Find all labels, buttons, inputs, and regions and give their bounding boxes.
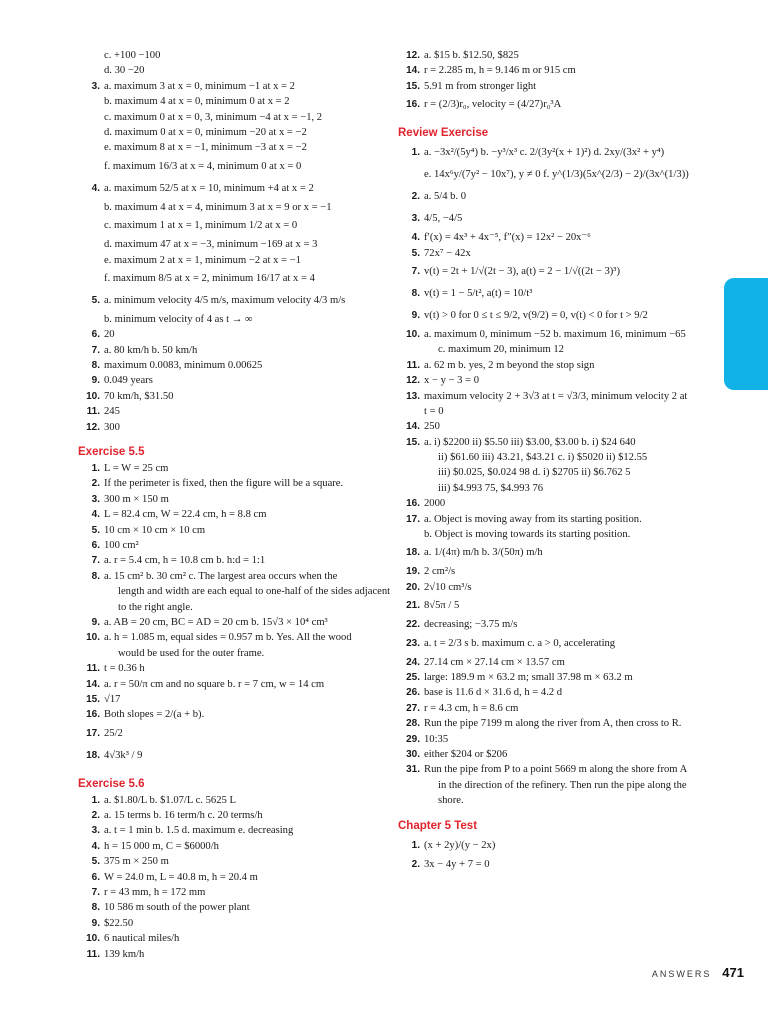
answer-line (398, 481, 716, 496)
answer-number: 1. (411, 147, 420, 159)
answer-text: maximum 0.0083, minimum 0.00625 (104, 360, 263, 372)
answer-number: 3. (91, 80, 100, 92)
answer-number: 2. (411, 191, 420, 203)
answer-line (398, 685, 716, 700)
answer-text: 300 (104, 421, 120, 433)
answer-text: a. r = 50/π cm and no square b. r = 7 cm, w = 14 cm (104, 678, 325, 690)
answer-text: a. Object is moving away from its starting position. (424, 513, 642, 525)
answer-number: 2. (91, 810, 100, 822)
answer-line (398, 670, 716, 685)
answer-number: 18. (86, 749, 100, 761)
answer-text: b. Object is moving towards its starting position. (424, 529, 631, 541)
answer-line (78, 931, 378, 946)
answer-line (78, 237, 378, 252)
answer-number: 24. (406, 656, 420, 668)
answer-line (78, 808, 378, 823)
answer-number: 28. (406, 718, 420, 730)
answer-number: 1. (91, 463, 100, 475)
answer-line (78, 854, 378, 869)
answer-text: a. maximum 52/5 at x = 10, minimum +4 at x = 2 (104, 182, 314, 194)
answer-number: 6. (91, 329, 100, 341)
answer-line (78, 553, 378, 568)
answer-line (78, 600, 378, 615)
answer-line (398, 94, 716, 116)
answer-number: 15. (406, 436, 420, 448)
answer-text: $22.50 (104, 917, 134, 929)
answer-text: 300 m × 150 m (104, 493, 169, 505)
answer-number: 3. (91, 493, 100, 505)
answer-line (398, 762, 716, 777)
answer-line (78, 692, 378, 707)
answer-line (78, 492, 378, 507)
answer-line (398, 701, 716, 716)
answer-text: f. maximum 16/3 at x = 4, minimum 0 at x = 0 (104, 160, 302, 172)
answer-line (398, 164, 716, 186)
answer-text: 70 km/h, $31.50 (104, 390, 174, 402)
answer-line (398, 835, 716, 857)
answer-text: f. maximum 8/5 at x = 2, minimum 16/17 at x = 4 (104, 272, 315, 284)
answer-text: a. maximum 0, minimum −52 b. maximum 16, minimum −65 (424, 328, 686, 340)
answer-line (398, 496, 716, 511)
answer-text: 4/5, −4/5 (424, 213, 463, 225)
answer-line (78, 253, 378, 268)
answer-text: length and width are each equal to one-half of the sides adjacent (118, 586, 391, 598)
answer-number: 12. (406, 375, 420, 387)
answer-text: 100 cm² (104, 539, 139, 551)
answer-line (78, 723, 378, 745)
answer-text: a. 1/(4π) m/h b. 3/(50π) m/h (424, 547, 543, 559)
answer-number: 7. (91, 344, 100, 356)
answer-line (398, 564, 716, 579)
answer-text: a. AB = 20 cm, BC = AD = 20 cm b. 15√3 × 10⁴ cm³ (104, 616, 328, 628)
answer-text: x − y − 3 = 0 (424, 375, 480, 387)
answer-line (78, 461, 378, 476)
answer-text: shore. (438, 795, 464, 807)
answer-number: 16. (406, 498, 420, 510)
answer-line (398, 63, 716, 78)
answer-text: 0.049 years (104, 375, 153, 387)
answer-number: 15. (406, 80, 420, 92)
answer-text: v(t) > 0 for 0 ≤ t ≤ 9/2, v(9/2) = 0, v(t) < 0 for t > 9/2 (424, 309, 648, 321)
answer-text: 5.91 m from stronger light (424, 80, 537, 92)
answer-text: 72x⁷ − 42x (424, 247, 471, 259)
answer-text: b. maximum 4 at x = 0, minimum 0 at x = 2 (104, 96, 290, 108)
answer-line (78, 94, 378, 109)
answer-number: 22. (406, 619, 420, 631)
answer-line (398, 595, 716, 617)
answer-number: 11. (86, 406, 100, 418)
answer-line (398, 778, 716, 793)
answer-text: r = 4.3 cm, h = 8.6 cm (424, 702, 519, 714)
page-footer (652, 964, 744, 982)
answer-line (398, 208, 716, 230)
answer-line (78, 569, 378, 584)
right-answer-column (398, 48, 716, 872)
answer-text: either $204 or $206 (424, 748, 508, 760)
answer-number: 3. (91, 825, 100, 837)
answer-number: 4. (91, 840, 100, 852)
answer-number: 10. (86, 933, 100, 945)
answer-number: 18. (406, 547, 420, 559)
answer-line (398, 305, 716, 327)
answer-text: 375 m × 250 m (104, 856, 169, 868)
answer-number: 8. (91, 902, 100, 914)
answer-text: Both slopes = 2/(a + b). (104, 709, 205, 721)
answer-line (398, 617, 716, 632)
answer-number: 10. (406, 328, 420, 340)
answer-text: 4√3k³ / 9 (104, 749, 143, 761)
left-answer-column (78, 48, 391, 962)
answer-text: Run the pipe from P to a point 5669 m along the shore from A (424, 764, 688, 776)
answer-text: a. r = 5.4 cm, h = 10.8 cm b. h:d = 1:1 (104, 555, 266, 567)
answer-text: (x + 2y)/(y − 2x) (424, 839, 496, 851)
answer-number: 12. (406, 50, 420, 61)
answer-text: a. $1.80/L b. $1.07/L c. 5625 L (104, 794, 236, 806)
answer-number: 7. (411, 265, 420, 277)
answer-line (398, 435, 716, 450)
answer-line (78, 79, 378, 94)
answer-number: 9. (91, 616, 100, 628)
answer-number: 7. (91, 887, 100, 899)
answer-number: 4. (91, 182, 100, 194)
answer-number: 12. (86, 421, 100, 433)
answer-text: a. 80 km/h b. 50 km/h (104, 344, 198, 356)
answer-line (78, 523, 378, 538)
answer-line (78, 358, 378, 373)
answer-line (398, 512, 716, 527)
answer-text: r = (2/3)r₀, velocity = (4/27)r₀³A (424, 99, 562, 111)
answer-line (398, 142, 716, 164)
answer-text: a. maximum 3 at x = 0, minimum −1 at x = 2 (104, 80, 295, 92)
answer-line (398, 732, 716, 747)
answer-line (398, 358, 716, 373)
answer-text: t = 0.36 h (104, 663, 145, 675)
answer-line (78, 290, 378, 312)
section-heading: Review Exercise (398, 127, 489, 140)
answer-line (398, 327, 716, 342)
answer-text: t = 0 (424, 405, 444, 417)
answer-line (398, 465, 716, 480)
answer-line (78, 476, 378, 491)
answer-text: 10:35 (424, 733, 449, 745)
answer-line (398, 793, 716, 808)
answer-line (78, 584, 391, 599)
answer-number: 26. (406, 687, 420, 699)
answer-line (398, 716, 716, 731)
answer-line (398, 342, 716, 357)
answer-line (398, 633, 716, 655)
answer-line (78, 420, 378, 435)
answer-line (78, 200, 378, 215)
answer-number: 2. (411, 858, 420, 870)
answer-number: 8. (91, 360, 100, 372)
answer-text: 2 cm²/s (424, 566, 456, 578)
answer-number: 8. (91, 570, 100, 582)
answer-line (78, 215, 378, 237)
answer-number: 9. (91, 375, 100, 387)
answer-text: a. i) $2200 ii) $5.50 iii) $3.00, $3.00 b. i) $24 640 (424, 436, 636, 448)
answer-line (78, 538, 378, 553)
answer-text: L = W = 25 cm (104, 463, 169, 475)
answer-line (398, 230, 716, 245)
answer-text: Run the pipe 7199 m along the river from A, then cross to R. (424, 718, 682, 730)
answer-line (398, 261, 716, 283)
answer-number: 1. (411, 839, 420, 851)
answer-line (398, 389, 716, 404)
answer-text: 245 (104, 406, 120, 418)
answer-text: c. maximum 1 at x = 1, minimum 1/2 at x = 0 (104, 220, 298, 232)
answer-line (398, 186, 716, 208)
answer-line (398, 580, 716, 595)
answer-text: 10 cm × 10 cm × 10 cm (104, 524, 206, 536)
answer-text: iii) $0.025, $0.024 98 d. i) $2705 ii) $6.762 5 (438, 467, 631, 479)
answer-text: in the direction of the refinery. Then run the pipe along the (438, 779, 687, 791)
answer-text: L = 82.4 cm, W = 22.4 cm, h = 8.8 cm (104, 509, 267, 521)
answer-number: 6. (91, 871, 100, 883)
answer-text: r = 2.285 m, h = 9.146 m or 915 cm (424, 65, 576, 77)
answer-text: a. $15 b. $12.50, $825 (424, 50, 519, 61)
answer-line (78, 343, 378, 358)
answer-text: c. +100 −100 (104, 50, 161, 61)
answer-number: 3. (411, 213, 420, 225)
answer-line (78, 745, 378, 767)
answer-number: 13. (406, 390, 420, 402)
answer-text: a. h = 1.085 m, equal sides = 0.957 m b. Yes. All the wood (104, 632, 352, 644)
answer-number: 17. (406, 513, 420, 525)
answer-line (78, 661, 378, 676)
answer-text: e. 14x⁶y/(7y² − 10x⁷), y ≠ 0 f. y^(1/3)(5x^(2/3) − 2)/(3x^(1/3)) (424, 169, 689, 181)
answer-number: 2. (91, 478, 100, 490)
answer-line (78, 389, 378, 404)
answer-number: 5. (91, 294, 100, 306)
answer-line (78, 900, 378, 915)
answer-text: 2√10 cm³/s (424, 581, 472, 593)
answer-text: 250 (424, 421, 440, 433)
answer-line (78, 947, 378, 962)
answer-line (398, 655, 716, 670)
answer-line (78, 156, 378, 178)
section-heading: Exercise 5.5 (78, 446, 145, 459)
answer-number: 25. (406, 671, 420, 683)
answer-line (78, 110, 378, 125)
answer-text: 20 (104, 329, 115, 341)
answer-line (78, 677, 378, 692)
answer-text: a. t = 2/3 s b. maximum c. a > 0, accelerating (424, 637, 616, 649)
answer-line (78, 48, 378, 63)
answer-number: 15. (86, 693, 100, 705)
answer-text: iii) $4.993 75, $4.993 76 (438, 482, 544, 494)
answer-number: 1. (91, 794, 100, 806)
answer-number: 19. (406, 566, 420, 578)
answer-line (398, 79, 716, 94)
answer-text: 2000 (424, 498, 446, 510)
answer-text: W = 24.0 m, L = 40.8 m, h = 20.4 m (104, 871, 258, 883)
answer-line (78, 916, 378, 931)
answer-text: a. −3x²/(5y⁴) b. −y³/x³ c. 2/(3y²(x + 1)²) d. 2xy/(3x² + y⁴) (424, 147, 665, 159)
answer-text: a. 15 cm² b. 30 cm² c. The largest area occurs when the (104, 570, 338, 582)
answer-number: 10. (86, 632, 100, 644)
answer-text: v(t) = 2t + 1/√(2t − 3), a(t) = 2 − 1/√((2t − 3)³) (424, 265, 620, 277)
answer-line (78, 373, 378, 388)
answer-line (78, 839, 378, 854)
answer-text: base is 11.6 d × 31.6 d, h = 4.2 d (424, 687, 563, 699)
answer-line (78, 823, 378, 838)
answer-number: 14. (86, 678, 100, 690)
answer-text: 6 nautical miles/h (104, 933, 180, 945)
answer-line (398, 48, 716, 63)
answer-text: e. maximum 2 at x = 1, minimum −2 at x = −1 (104, 254, 301, 266)
answer-number: 31. (406, 764, 420, 776)
answer-line (78, 312, 378, 327)
answer-text: to the right angle. (118, 601, 193, 613)
answer-text: e. maximum 8 at x = −1, minimum −3 at x = −2 (104, 142, 307, 154)
answer-text: r = 43 mm, h = 172 mm (104, 887, 206, 899)
answer-line (78, 870, 378, 885)
answer-number: 17. (86, 727, 100, 739)
answer-text: a. 62 m b. yes, 2 m beyond the stop sign (424, 359, 595, 371)
answer-text: h = 15 000 m, C = $6000/h (104, 840, 219, 852)
answer-line (78, 646, 378, 661)
answer-number: 11. (86, 948, 100, 960)
answer-text: d. 30 −20 (104, 65, 145, 77)
answer-text: ii) $61.60 iii) 43.21, $43.21 c. i) $5020 ii) $12.55 (438, 452, 648, 464)
answer-text: b. minimum velocity of 4 as t → ∞ (104, 313, 253, 325)
answer-line (78, 327, 378, 342)
answer-number: 5. (411, 247, 420, 259)
answer-text: a. 5/4 b. 0 (424, 191, 467, 203)
answer-number: 8. (411, 287, 420, 299)
answer-text: b. maximum 4 at x = 4, minimum 3 at x = 9 or x = −1 (104, 201, 332, 213)
answer-number: 6. (91, 539, 100, 551)
answer-number: 9. (411, 309, 420, 321)
answer-text: d. maximum 0 at x = 0, minimum −20 at x = −2 (104, 126, 307, 138)
page-number: 471 (722, 965, 744, 980)
answer-text: would be used for the outer frame. (118, 647, 265, 659)
answer-number: 16. (406, 99, 420, 111)
answer-number: 7. (91, 555, 100, 567)
answer-line (78, 404, 378, 419)
answer-text: a. minimum velocity 4/5 m/s, maximum velocity 4/3 m/s (104, 294, 346, 306)
answer-line (398, 373, 716, 388)
answer-line (78, 268, 378, 290)
answer-text: 27.14 cm × 27.14 cm × 13.57 cm (424, 656, 565, 668)
answer-text: 8√5π / 5 (424, 600, 460, 612)
footer-label: ANSWERS (651, 969, 712, 979)
answer-line (398, 747, 716, 762)
answer-number: 16. (86, 709, 100, 721)
answer-line (398, 283, 716, 305)
answer-line (398, 246, 716, 261)
answer-text: If the perimeter is fixed, then the figure will be a square. (104, 478, 344, 490)
chapter-side-tab (724, 278, 768, 390)
answer-number: 30. (406, 748, 420, 760)
answer-number: 21. (406, 600, 420, 612)
answer-text: 3x − 4y + 7 = 0 (424, 858, 490, 870)
answer-number: 5. (91, 524, 100, 536)
answer-text: d. maximum 47 at x = −3, minimum −169 at x = 3 (104, 239, 318, 251)
answer-number: 5. (91, 856, 100, 868)
answer-line (398, 450, 716, 465)
answer-number: 10. (86, 390, 100, 402)
answer-line (398, 542, 716, 564)
answer-line (78, 615, 378, 630)
answer-number: 29. (406, 733, 420, 745)
answer-line (78, 707, 378, 722)
answer-text: decreasing; −3.75 m/s (424, 619, 518, 631)
answer-line (398, 857, 716, 872)
answer-text: √17 (104, 693, 121, 705)
answer-line (78, 507, 378, 522)
answer-text: c. maximum 20, minimum 12 (438, 344, 564, 356)
answer-text: 10 586 m south of the power plant (104, 902, 250, 914)
answer-line (78, 885, 378, 900)
answer-line (78, 63, 378, 78)
answer-text: c. maximum 0 at x = 0, 3, minimum −4 at x = −1, 2 (104, 111, 323, 123)
answer-line (78, 140, 378, 155)
answer-line (398, 419, 716, 434)
answer-number: 4. (411, 232, 420, 244)
answer-number: 4. (91, 509, 100, 521)
answer-line (78, 178, 378, 200)
answer-text: maximum velocity 2 + 3√3 at t = √3/3, minimum velocity 2 at (424, 390, 688, 402)
answer-text: a. t = 1 min b. 1.5 d. maximum e. decreasing (104, 825, 294, 837)
answer-text: 25/2 (104, 727, 123, 739)
answer-number: 11. (406, 359, 420, 371)
answer-line (78, 793, 378, 808)
answer-text: large: 189.9 m × 63.2 m; small 37.98 m × 63.2 m (424, 671, 633, 683)
answer-text: f′(x) = 4x³ + 4x⁻⁵, f″(x) = 12x² − 20x⁻⁶ (424, 232, 591, 244)
answer-text: a. 15 terms b. 16 term/h c. 20 terms/h (104, 810, 263, 822)
answer-number: 9. (91, 917, 100, 929)
section-heading: Exercise 5.6 (78, 777, 145, 790)
answer-number: 11. (86, 663, 100, 675)
answer-text: 139 km/h (104, 948, 145, 960)
answer-line (78, 630, 378, 645)
answer-line (398, 527, 716, 542)
answer-text: v(t) = 1 − 5/t², a(t) = 10/t³ (424, 287, 533, 299)
answer-line (398, 404, 716, 419)
section-heading: Chapter 5 Test (398, 819, 478, 832)
answer-line (78, 125, 378, 140)
answer-number: 23. (406, 637, 420, 649)
answer-number: 14. (406, 65, 420, 77)
answer-number: 20. (406, 581, 420, 593)
answer-number: 14. (406, 421, 420, 433)
answer-number: 27. (406, 702, 420, 714)
